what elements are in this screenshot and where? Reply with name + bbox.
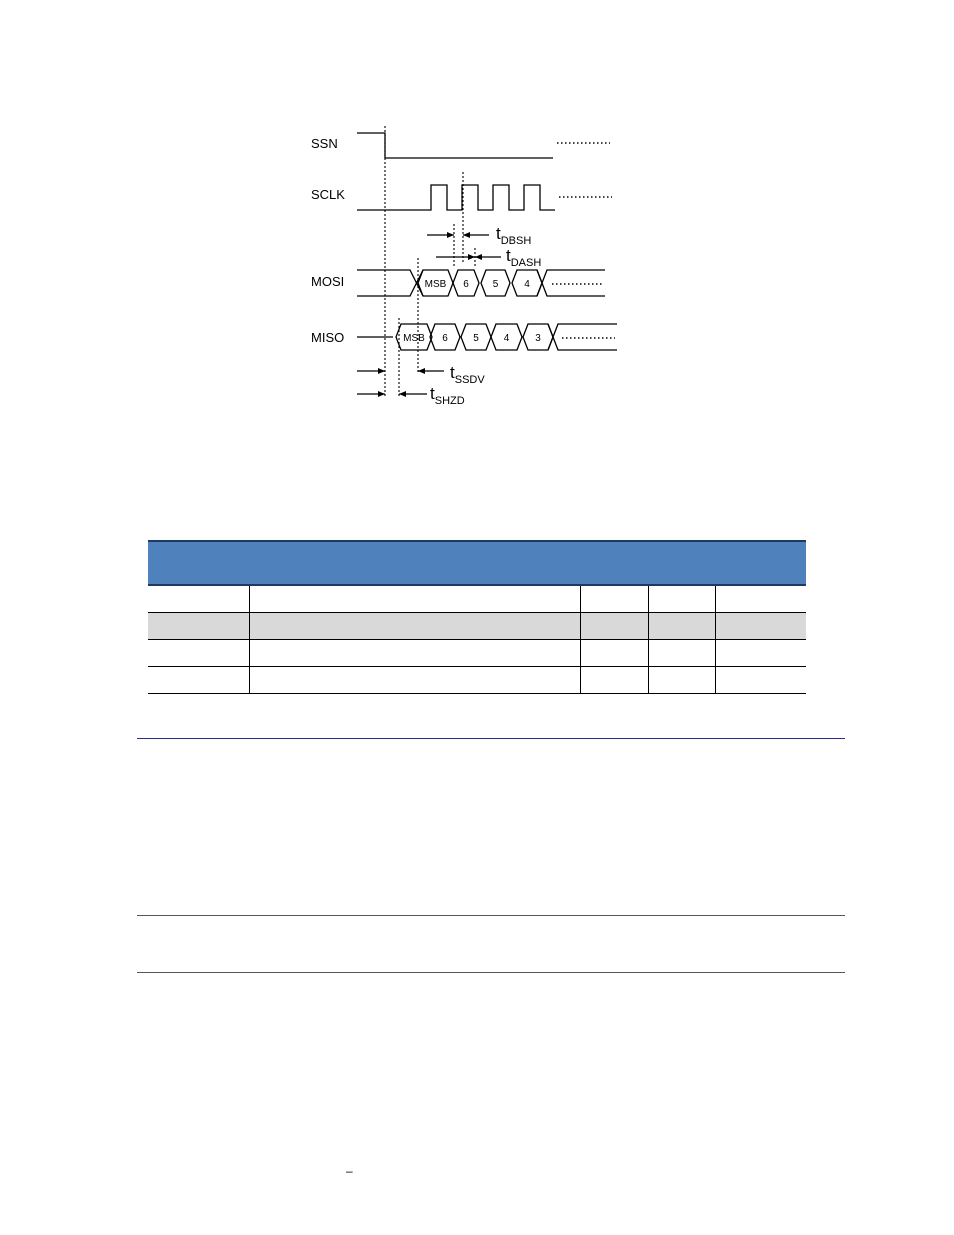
table-row <box>148 640 806 667</box>
miso-bit-label: MSB <box>403 333 425 344</box>
footer-dash: – <box>346 1164 353 1178</box>
table-cell <box>249 613 580 640</box>
table-header <box>148 541 806 585</box>
miso-bit-label: 4 <box>503 333 510 344</box>
table-cell <box>648 585 715 613</box>
miso-bit-label: 5 <box>473 333 479 344</box>
table-cell <box>715 667 806 694</box>
table-row <box>148 613 806 640</box>
timing-arrowhead <box>475 254 482 260</box>
mosi-bit-label: 4 <box>524 279 530 290</box>
timing-arrowhead <box>378 391 385 397</box>
table-row <box>148 667 806 694</box>
mosi-bit-label: MSB <box>424 279 447 290</box>
table-cell <box>648 613 715 640</box>
table-row <box>148 585 806 613</box>
spi-timing-diagram <box>300 118 630 418</box>
section-divider <box>137 915 845 916</box>
timing-spec-table <box>148 540 806 694</box>
timing-arrowhead <box>378 368 385 374</box>
table-cell <box>148 667 249 694</box>
mosi-bit-label: 5 <box>492 279 499 290</box>
timing-param-subscript: DASH <box>510 257 542 269</box>
signal-label-mosi: MOSI <box>311 274 345 289</box>
timing-arrowhead <box>447 232 454 238</box>
timing-param-base: t <box>506 246 511 265</box>
table-cell <box>715 585 806 613</box>
timing-arrowhead <box>399 391 406 397</box>
timing-param-subscript: DBSH <box>500 235 532 247</box>
signal-label-ssn: SSN <box>311 136 338 151</box>
mosi-bit-label: 6 <box>463 279 469 290</box>
timing-param-base: t <box>496 224 501 243</box>
table-cell <box>580 613 648 640</box>
timing-arrowhead <box>468 254 475 260</box>
mosi-tail <box>537 270 605 296</box>
table-cell <box>580 667 648 694</box>
signal-label-sclk: SCLK <box>311 187 345 202</box>
table-cell <box>648 667 715 694</box>
section-divider <box>137 972 845 973</box>
ssn-waveform <box>357 133 553 158</box>
timing-param-subscript: SSDV <box>454 374 485 386</box>
timing-param-label <box>430 384 465 407</box>
timing-arrowhead <box>418 368 425 374</box>
timing-param-label <box>506 246 541 269</box>
timing-param-base: t <box>430 384 435 403</box>
table-cell <box>148 585 249 613</box>
miso-tail <box>548 324 617 350</box>
miso-bit-label: 3 <box>535 333 541 344</box>
mosi-idle-lines <box>357 270 423 296</box>
table-cell <box>249 667 580 694</box>
timing-param-base: t <box>450 363 455 382</box>
table-cell <box>580 585 648 613</box>
section-divider-blue <box>137 738 845 739</box>
timing-param-subscript: SHZD <box>434 395 465 407</box>
sclk-waveform <box>357 185 555 210</box>
miso-bit-label: 6 <box>442 333 448 344</box>
table-cell <box>249 640 580 667</box>
table-cell <box>648 640 715 667</box>
timing-arrowhead <box>463 232 470 238</box>
timing-param-label <box>496 224 531 247</box>
timing-param-label <box>450 363 485 386</box>
table-cell <box>148 613 249 640</box>
table-cell <box>715 640 806 667</box>
table-cell <box>249 585 580 613</box>
table-header-row <box>148 541 806 585</box>
signal-label-miso: MISO <box>311 330 345 345</box>
table-cell <box>580 640 648 667</box>
table-cell <box>148 640 249 667</box>
table-cell <box>715 613 806 640</box>
